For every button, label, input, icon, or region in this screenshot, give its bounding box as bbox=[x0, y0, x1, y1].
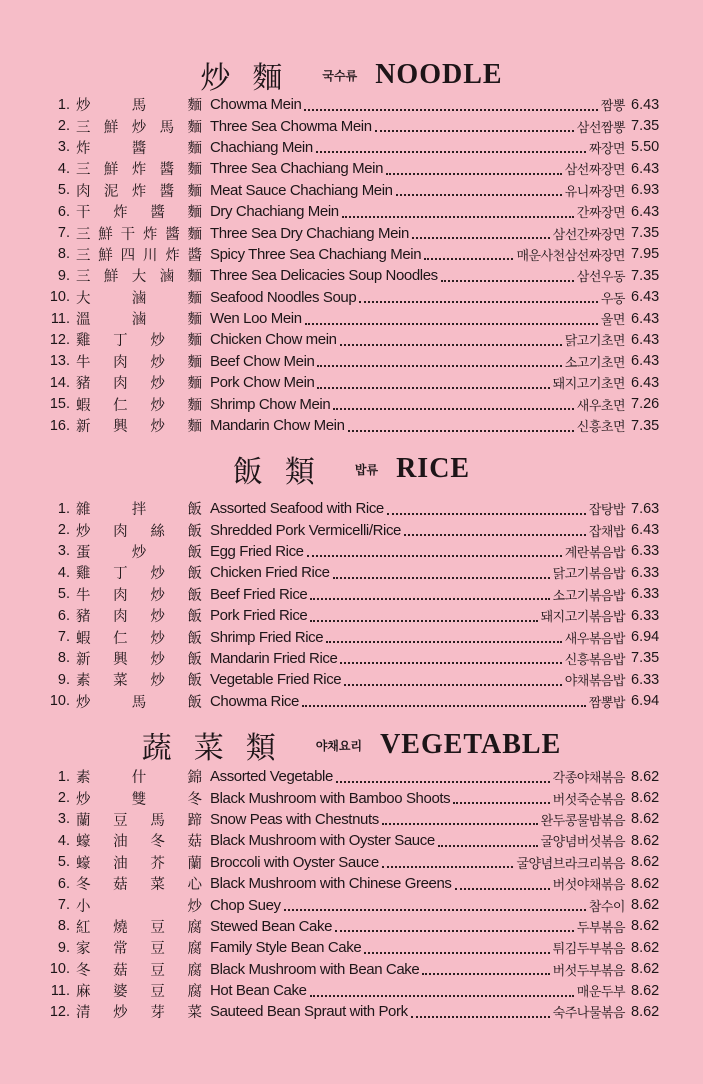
item-number: 6. bbox=[57, 875, 70, 892]
dot-leader bbox=[412, 237, 550, 239]
menu-item bbox=[0, 393, 703, 414]
item-price: 6.93 bbox=[631, 182, 660, 199]
item-english-name: Mandarin Chow Mein bbox=[210, 417, 345, 435]
item-price: 8.62 bbox=[631, 918, 660, 935]
item-price: 8.62 bbox=[631, 811, 660, 828]
item-number: 12. bbox=[49, 1003, 70, 1020]
vegetable-list bbox=[0, 766, 703, 1023]
item-chinese-name: 三 鮮 四 川 炸 醬 bbox=[76, 247, 202, 264]
item-english-name: Shrimp Fried Rice bbox=[210, 628, 324, 646]
item-number: 15. bbox=[49, 396, 70, 413]
item-number: 4. bbox=[57, 832, 70, 849]
item-english-name: Broccoli with Oyster Sauce bbox=[210, 853, 379, 871]
item-chinese-name: 肉 泥 炸 醬 麵 bbox=[76, 183, 202, 200]
item-number: 4. bbox=[57, 160, 70, 177]
item-price: 6.43 bbox=[631, 374, 660, 391]
item-korean-name: 야채볶음밥 bbox=[564, 674, 625, 690]
dot-leader bbox=[317, 387, 549, 389]
menu-item bbox=[0, 287, 703, 308]
item-english-name: Shrimp Chow Mein bbox=[210, 395, 331, 413]
dot-leader bbox=[342, 216, 574, 218]
item-korean-name: 신흥초면 bbox=[576, 420, 625, 436]
item-english-name: Chicken Chow mein bbox=[210, 331, 337, 349]
item-korean-name: 유니짜장면 bbox=[564, 184, 625, 200]
item-price: 5.50 bbox=[631, 139, 660, 156]
item-number: 9. bbox=[57, 267, 70, 284]
item-korean-name: 우동 bbox=[600, 291, 625, 307]
dot-leader bbox=[364, 952, 549, 954]
item-english-name: Assorted Seafood with Rice bbox=[210, 500, 384, 518]
item-korean-name: 닭고기볶음밥 bbox=[552, 567, 625, 583]
item-korean-name: 각종야채볶음 bbox=[552, 771, 625, 787]
item-chinese-name: 三 鮮 大 滷 麵 bbox=[76, 269, 202, 286]
item-price: 6.33 bbox=[631, 586, 660, 603]
menu-item bbox=[0, 691, 703, 712]
item-korean-name: 두부볶음 bbox=[576, 920, 625, 936]
item-price: 6.33 bbox=[631, 607, 660, 624]
menu-item bbox=[0, 351, 703, 372]
item-english-name: Seafood Noodles Soup bbox=[210, 288, 357, 306]
item-english-name: Hot Bean Cake bbox=[210, 982, 307, 1000]
item-chinese-name: 蝦 仁 炒 飯 bbox=[76, 630, 202, 647]
item-chinese-name: 新 興 炒 麵 bbox=[76, 419, 202, 436]
item-chinese-name: 炒 馬 麵 bbox=[76, 98, 202, 115]
item-chinese-name: 牛 肉 炒 飯 bbox=[76, 587, 202, 604]
item-chinese-name: 三 鮮 炒 馬 麵 bbox=[76, 119, 202, 136]
item-english-name: Spicy Three Sea Chachiang Mein bbox=[210, 245, 422, 263]
item-chinese-name: 紅 燒 豆 腐 bbox=[76, 919, 202, 936]
item-number: 14. bbox=[49, 374, 70, 391]
rice-title-chinese: 飯類 bbox=[232, 455, 337, 490]
item-number: 9. bbox=[57, 939, 70, 956]
item-korean-name: 삼선짜장면 bbox=[564, 163, 625, 179]
dot-leader bbox=[375, 130, 574, 132]
item-korean-name: 완두콩물밤볶음 bbox=[540, 813, 625, 829]
item-korean-name: 울면 bbox=[600, 313, 625, 329]
dot-leader bbox=[404, 534, 586, 536]
item-korean-name: 짬뽕밥 bbox=[588, 695, 625, 711]
item-price: 6.94 bbox=[631, 629, 660, 646]
item-chinese-name: 蠔 油 芥 蘭 bbox=[76, 855, 202, 872]
item-number: 1. bbox=[57, 96, 70, 113]
item-korean-name: 굴양념브라크리볶음 bbox=[516, 856, 625, 872]
item-price: 6.33 bbox=[631, 543, 660, 560]
dot-leader bbox=[333, 408, 573, 410]
item-number: 8. bbox=[57, 650, 70, 667]
item-number: 10. bbox=[49, 961, 70, 978]
item-chinese-name: 清 炒 芽 菜 bbox=[76, 1005, 202, 1022]
menu-item bbox=[0, 916, 703, 937]
item-chinese-name: 干 炸 醬 麵 bbox=[76, 205, 202, 222]
item-price: 7.35 bbox=[631, 650, 660, 667]
item-korean-name: 버섯죽순볶음 bbox=[552, 792, 625, 808]
dot-leader bbox=[359, 301, 598, 303]
item-number: 7. bbox=[57, 225, 70, 242]
noodle-title-chinese: 炒麵 bbox=[200, 61, 305, 96]
dot-leader bbox=[305, 323, 598, 325]
item-korean-name: 잡채밥 bbox=[588, 524, 625, 540]
rice-title-korean: 밥류 bbox=[354, 462, 379, 477]
vegetable-title-english: VEGETABLE bbox=[380, 729, 562, 760]
menu-item bbox=[0, 584, 703, 605]
item-number: 1. bbox=[57, 500, 70, 517]
menu-item bbox=[0, 830, 703, 851]
item-price: 8.62 bbox=[631, 1003, 660, 1020]
item-korean-name: 삼선짬뽕 bbox=[576, 120, 625, 136]
item-chinese-name: 大 滷 麵 bbox=[76, 290, 202, 307]
menu-item bbox=[0, 809, 703, 830]
menu-item bbox=[0, 873, 703, 894]
dot-leader bbox=[455, 888, 550, 890]
item-english-name: Shredded Pork Vermicelli/Rice bbox=[210, 521, 401, 539]
item-number: 12. bbox=[49, 331, 70, 348]
menu-item bbox=[0, 669, 703, 690]
item-price: 8.62 bbox=[631, 897, 660, 914]
dot-leader bbox=[336, 781, 550, 783]
dot-leader bbox=[317, 365, 561, 367]
menu-item bbox=[0, 626, 703, 647]
item-korean-name: 버섯야채볶음 bbox=[552, 878, 625, 894]
item-number: 10. bbox=[49, 693, 70, 710]
item-number: 7. bbox=[57, 629, 70, 646]
item-english-name: Three Sea Delicacies Soup Noodles bbox=[210, 267, 438, 285]
item-chinese-name: 蠔 油 冬 菇 bbox=[76, 834, 202, 851]
menu-item bbox=[0, 562, 703, 583]
item-english-name: Chowma Rice bbox=[210, 692, 299, 710]
dot-leader bbox=[335, 930, 574, 932]
dot-leader bbox=[302, 705, 586, 707]
menu-item bbox=[0, 1001, 703, 1022]
item-number: 9. bbox=[57, 671, 70, 688]
dot-leader bbox=[441, 280, 574, 282]
item-number: 4. bbox=[57, 564, 70, 581]
item-price: 6.43 bbox=[631, 289, 660, 306]
menu-item bbox=[0, 372, 703, 393]
rice-list bbox=[0, 498, 703, 712]
item-number: 5. bbox=[57, 854, 70, 871]
item-chinese-name: 家 常 豆 腐 bbox=[76, 941, 202, 958]
item-english-name: Chowma Mein bbox=[210, 96, 302, 114]
menu-item bbox=[0, 648, 703, 669]
item-number: 11. bbox=[50, 982, 70, 999]
item-chinese-name: 炒 雙 冬 bbox=[76, 791, 202, 808]
dot-leader bbox=[396, 194, 562, 196]
item-number: 3. bbox=[57, 139, 70, 156]
item-chinese-name: 炒 肉 絲 飯 bbox=[76, 523, 202, 540]
item-chinese-name: 素 什 錦 bbox=[76, 770, 202, 787]
item-chinese-name: 三 鮮 干 炸 醬 麵 bbox=[76, 226, 202, 243]
item-chinese-name: 炸 醬 麵 bbox=[76, 140, 202, 157]
item-number: 1. bbox=[57, 768, 70, 785]
item-korean-name: 삼선우동 bbox=[576, 270, 625, 286]
item-korean-name: 계란볶음밥 bbox=[564, 545, 625, 561]
menu-item bbox=[0, 894, 703, 915]
item-korean-name: 새우초면 bbox=[576, 398, 625, 414]
item-price: 8.62 bbox=[631, 768, 660, 785]
menu-item bbox=[0, 329, 703, 350]
item-price: 7.95 bbox=[631, 246, 660, 263]
dot-leader bbox=[386, 173, 562, 175]
menu-item bbox=[0, 937, 703, 958]
item-korean-name: 돼지고기볶음밥 bbox=[540, 610, 625, 626]
menu-item bbox=[0, 222, 703, 243]
item-chinese-name: 溫 滷 麵 bbox=[76, 312, 202, 329]
dot-leader bbox=[310, 620, 537, 622]
item-korean-name: 숙주나물볶음 bbox=[552, 1006, 625, 1022]
item-korean-name: 닭고기초면 bbox=[564, 334, 625, 350]
item-price: 7.35 bbox=[631, 267, 660, 284]
item-english-name: Family Style Bean Cake bbox=[210, 939, 362, 957]
item-english-name: Stewed Bean Cake bbox=[210, 917, 333, 935]
dot-leader bbox=[307, 555, 562, 557]
item-chinese-name: 蘭 豆 馬 蹄 bbox=[76, 812, 202, 829]
item-number: 16. bbox=[49, 417, 70, 434]
item-number: 3. bbox=[57, 811, 70, 828]
dot-leader bbox=[453, 802, 549, 804]
item-price: 7.35 bbox=[631, 225, 660, 242]
menu-item bbox=[0, 415, 703, 436]
menu-item bbox=[0, 980, 703, 1001]
menu-item bbox=[0, 959, 703, 980]
item-korean-name: 버섯두부볶음 bbox=[552, 963, 625, 979]
dot-leader bbox=[340, 662, 561, 664]
item-english-name: Vegetable Fried Rice bbox=[210, 671, 342, 689]
menu-item bbox=[0, 766, 703, 787]
item-number: 7. bbox=[57, 897, 70, 914]
item-english-name: Dry Chachiang Mein bbox=[210, 203, 339, 221]
item-english-name: Three Sea Chachiang Mein bbox=[210, 160, 384, 178]
item-english-name: Mandarin Fried Rice bbox=[210, 649, 338, 667]
item-english-name: Three Sea Dry Chachiang Mein bbox=[210, 224, 409, 242]
noodle-title-english: NOODLE bbox=[375, 59, 503, 90]
menu-item bbox=[0, 308, 703, 329]
item-price: 8.62 bbox=[631, 832, 660, 849]
item-english-name: Beef Fried Rice bbox=[210, 585, 308, 603]
item-english-name: Chop Suey bbox=[210, 896, 281, 914]
dot-leader bbox=[316, 151, 586, 153]
item-price: 8.62 bbox=[631, 961, 660, 978]
dot-leader bbox=[326, 641, 561, 643]
item-price: 6.43 bbox=[631, 203, 660, 220]
item-english-name: Black Mushroom with Chinese Greens bbox=[210, 875, 452, 893]
dot-leader bbox=[304, 109, 597, 111]
dot-leader bbox=[411, 1016, 550, 1018]
dot-leader bbox=[340, 344, 562, 346]
menu-item bbox=[0, 115, 703, 136]
dot-leader bbox=[424, 258, 513, 260]
vegetable-section-header bbox=[0, 722, 703, 768]
noodle-list bbox=[0, 94, 703, 436]
item-english-name: Chachiang Mein bbox=[210, 138, 313, 156]
item-price: 6.43 bbox=[631, 522, 660, 539]
item-english-name: Black Mushroom with Bean Cake bbox=[210, 960, 420, 978]
item-price: 6.43 bbox=[631, 96, 660, 113]
item-number: 8. bbox=[57, 246, 70, 263]
item-korean-name: 굴양념버섯볶음 bbox=[540, 835, 625, 851]
item-chinese-name: 蝦 仁 炒 麵 bbox=[76, 397, 202, 414]
item-price: 8.62 bbox=[631, 939, 660, 956]
item-english-name: Egg Fried Rice bbox=[210, 542, 304, 560]
menu-item bbox=[0, 244, 703, 265]
item-number: 10. bbox=[49, 289, 70, 306]
dot-leader bbox=[310, 598, 549, 600]
item-korean-name: 간짜장면 bbox=[576, 206, 625, 222]
vegetable-title-chinese: 蔬菜類 bbox=[141, 731, 298, 766]
menu-item bbox=[0, 94, 703, 115]
item-price: 8.62 bbox=[631, 790, 660, 807]
item-english-name: Wen Loo Mein bbox=[210, 310, 302, 328]
item-english-name: Assorted Vegetable bbox=[210, 768, 333, 786]
item-chinese-name: 三 鮮 炸 醬 麵 bbox=[76, 162, 202, 179]
item-english-name: Sauteed Bean Spraut with Pork bbox=[210, 1003, 408, 1021]
menu-item bbox=[0, 180, 703, 201]
vegetable-title-korean: 야채요리 bbox=[315, 738, 363, 753]
item-chinese-name: 新 興 炒 飯 bbox=[76, 651, 202, 668]
item-price: 8.62 bbox=[631, 875, 660, 892]
dot-leader bbox=[382, 866, 514, 868]
item-chinese-name: 蛋 炒 飯 bbox=[76, 544, 202, 561]
menu-item bbox=[0, 137, 703, 158]
item-price: 7.35 bbox=[631, 417, 660, 434]
menu-item bbox=[0, 787, 703, 808]
menu-item bbox=[0, 605, 703, 626]
item-number: 5. bbox=[57, 182, 70, 199]
item-korean-name: 잡탕밥 bbox=[588, 503, 625, 519]
item-number: 6. bbox=[57, 607, 70, 624]
item-chinese-name: 雞 丁 炒 飯 bbox=[76, 566, 202, 583]
item-price: 6.43 bbox=[631, 331, 660, 348]
item-price: 7.63 bbox=[631, 500, 660, 517]
item-korean-name: 매운두부 bbox=[576, 985, 625, 1001]
item-number: 3. bbox=[57, 543, 70, 560]
item-english-name: Pork Chow Mein bbox=[210, 374, 315, 392]
item-korean-name: 소고기초면 bbox=[564, 355, 625, 371]
item-price: 6.33 bbox=[631, 564, 660, 581]
item-korean-name: 짬뽕 bbox=[600, 99, 625, 115]
item-number: 6. bbox=[57, 203, 70, 220]
item-number: 8. bbox=[57, 918, 70, 935]
item-price: 7.26 bbox=[631, 396, 660, 413]
item-korean-name: 돼지고기초면 bbox=[552, 377, 625, 393]
item-price: 6.43 bbox=[631, 310, 660, 327]
item-chinese-name: 炒 馬 飯 bbox=[76, 694, 202, 711]
dot-leader bbox=[284, 909, 586, 911]
dot-leader bbox=[422, 973, 549, 975]
item-chinese-name: 雞 丁 炒 麵 bbox=[76, 333, 202, 350]
item-chinese-name: 麻 婆 豆 腐 bbox=[76, 984, 202, 1001]
dot-leader bbox=[387, 513, 586, 515]
item-chinese-name: 牛 肉 炒 麵 bbox=[76, 354, 202, 371]
item-chinese-name: 冬 菇 豆 腐 bbox=[76, 962, 202, 979]
item-price: 6.43 bbox=[631, 353, 660, 370]
item-price: 8.62 bbox=[631, 982, 660, 999]
item-number: 11. bbox=[50, 310, 70, 327]
menu-item bbox=[0, 158, 703, 179]
item-number: 13. bbox=[49, 353, 70, 370]
item-chinese-name: 小 炒 bbox=[76, 898, 202, 915]
item-price: 6.33 bbox=[631, 671, 660, 688]
item-price: 6.94 bbox=[631, 693, 660, 710]
dot-leader bbox=[344, 684, 561, 686]
menu-item bbox=[0, 852, 703, 873]
dot-leader bbox=[310, 995, 574, 997]
item-number: 2. bbox=[57, 790, 70, 807]
item-korean-name: 소고기볶음밥 bbox=[552, 588, 625, 604]
item-chinese-name: 冬 菇 菜 心 bbox=[76, 877, 202, 894]
item-english-name: Chicken Fried Rice bbox=[210, 564, 330, 582]
dot-leader bbox=[333, 577, 550, 579]
item-korean-name: 튀김두부볶음 bbox=[552, 942, 625, 958]
item-english-name: Three Sea Chowma Mein bbox=[210, 117, 372, 135]
menu-item bbox=[0, 519, 703, 540]
item-korean-name: 새우볶음밥 bbox=[564, 631, 625, 647]
menu-item bbox=[0, 265, 703, 286]
item-korean-name: 매운사천삼선짜장면 bbox=[516, 248, 625, 264]
item-chinese-name: 豬 肉 炒 飯 bbox=[76, 609, 202, 626]
item-number: 2. bbox=[57, 118, 70, 135]
item-price: 7.35 bbox=[631, 118, 660, 135]
item-number: 5. bbox=[57, 586, 70, 603]
item-english-name: Black Mushroom with Oyster Sauce bbox=[210, 832, 435, 850]
item-english-name: Pork Fried Rice bbox=[210, 607, 308, 625]
noodle-title-korean: 국수류 bbox=[322, 68, 358, 83]
dot-leader bbox=[382, 823, 538, 825]
item-english-name: Snow Peas with Chestnuts bbox=[210, 810, 379, 828]
dot-leader bbox=[438, 845, 538, 847]
menu-item bbox=[0, 201, 703, 222]
rice-title-english: RICE bbox=[396, 453, 471, 484]
item-korean-name: 참수이 bbox=[588, 899, 625, 915]
dot-leader bbox=[348, 430, 574, 432]
noodle-section-header bbox=[0, 52, 703, 98]
item-price: 8.62 bbox=[631, 854, 660, 871]
item-price: 6.43 bbox=[631, 160, 660, 177]
item-chinese-name: 豬 肉 炒 麵 bbox=[76, 376, 202, 393]
item-chinese-name: 雜 拌 飯 bbox=[76, 502, 202, 519]
item-korean-name: 신흥볶음밥 bbox=[564, 652, 625, 668]
item-chinese-name: 素 菜 炒 飯 bbox=[76, 673, 202, 690]
item-number: 2. bbox=[57, 522, 70, 539]
item-english-name: Black Mushroom with Bamboo Shoots bbox=[210, 789, 451, 807]
item-english-name: Beef Chow Mein bbox=[210, 352, 315, 370]
item-korean-name: 짜장면 bbox=[588, 141, 625, 157]
menu-item bbox=[0, 498, 703, 519]
item-english-name: Meat Sauce Chachiang Mein bbox=[210, 181, 393, 199]
menu-item bbox=[0, 541, 703, 562]
rice-section-header bbox=[0, 446, 703, 492]
item-korean-name: 삼선간짜장면 bbox=[552, 227, 625, 243]
